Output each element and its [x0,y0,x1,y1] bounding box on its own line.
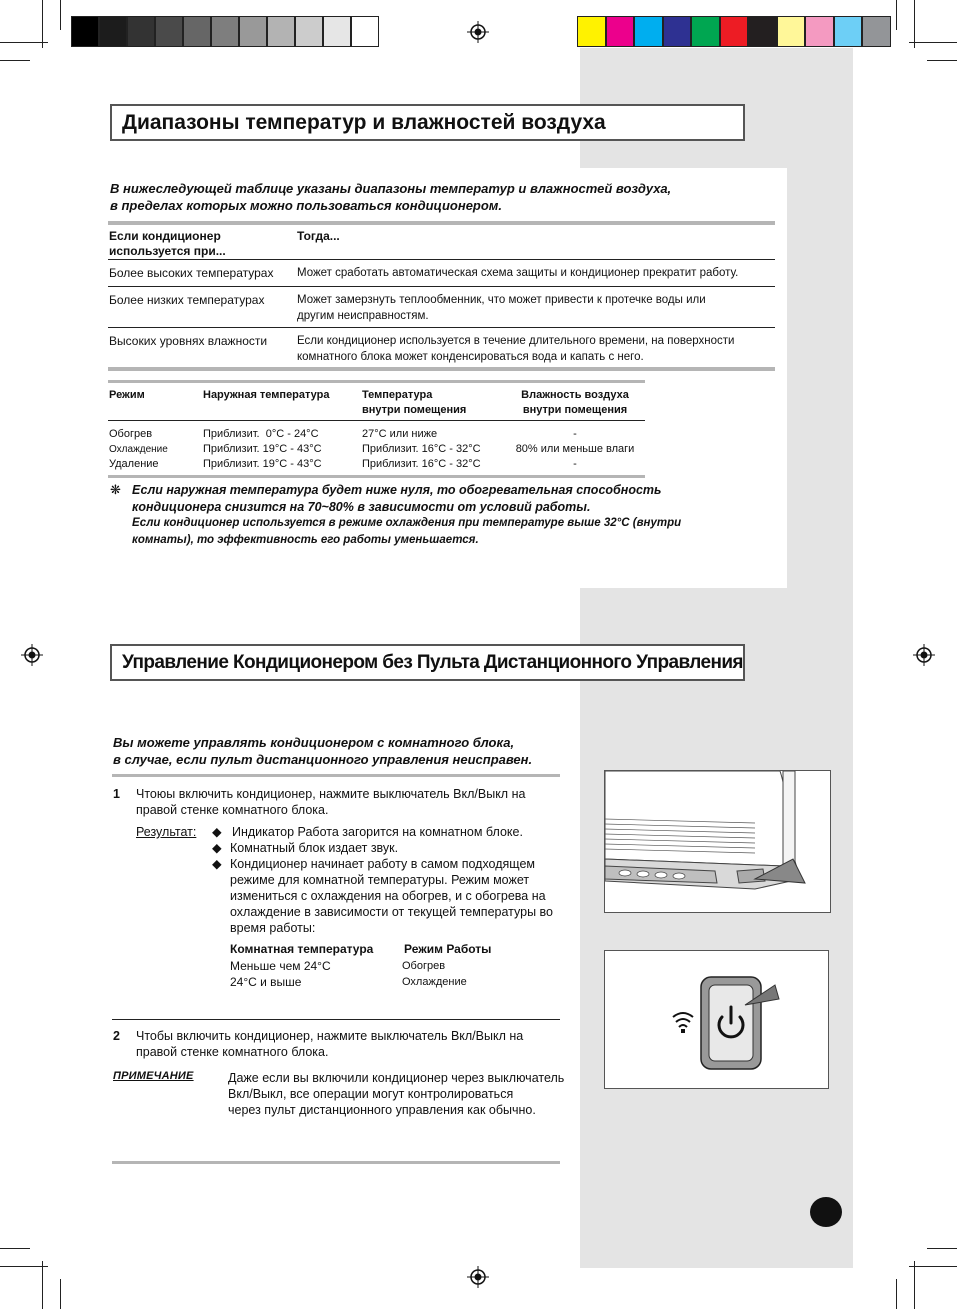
bullet-text [230,856,553,936]
crop-mark [896,1279,897,1309]
note-text [228,1070,568,1118]
registration-mark-icon [467,1266,489,1288]
table2-divider [108,420,645,421]
crop-mark [60,1279,61,1309]
power-button-drawing [605,951,827,1087]
step-number: 2 [113,1029,120,1043]
table2-cell-humidity: - [573,458,577,470]
table2-cell-outdoor: Приблизит. 0°C - 24°C [203,428,319,440]
table-cell-condition: Более высоких температурах [109,266,274,280]
diamond-bullet-icon: ◆ [212,857,222,871]
crop-mark [909,42,957,43]
table-cell-condition: Высоких уровнях влажности [109,334,268,348]
mini-table-header-temp: Комнатная температура [230,942,374,956]
table2-cell-humidity: - [573,428,577,440]
bullet-line: Кондиционер начинает работу в самом подходящем [230,857,535,871]
result-line: Если кондиционер используется в течение длительного времени, на поверхности [297,335,735,347]
section-rule [112,774,560,777]
power-button-illustration [604,950,829,1089]
table-bottom-rule [108,367,775,371]
page-number-marker [810,1197,842,1227]
grayscale-swatch [155,16,183,47]
mini-table-cell: 24°C и выше [230,975,302,989]
table-cell-condition: Более низких температурах [109,293,265,307]
color-swatch [577,16,606,47]
note-line: Если наружная температура будет ниже нуля, то обогревательная способность [132,483,662,497]
section-intro [110,180,770,214]
side-panel-upper [787,48,853,588]
color-swatch [777,16,806,47]
result-line: другим неисправностям. [297,310,429,322]
color-swatch [748,16,777,47]
color-swatch [805,16,834,47]
crop-mark [60,0,61,30]
bullet-list [212,824,562,936]
grayscale-swatch [267,16,295,47]
grayscale-swatch [351,16,379,47]
step-line: Чтобы включить кондиционер, нажмите выключатель Вкл/Выкл на [136,1029,524,1043]
crop-mark [42,1261,43,1309]
intro-line: в случае, если пульт дистанционного управления неисправен. [113,752,533,767]
bullet-text: Индикатор Работа загорится на комнатном блоке. [232,825,523,839]
note-label: ПРИМЕЧАНИЕ [113,1070,194,1082]
grayscale-swatch [295,16,323,47]
side-panel-lower [580,588,853,1268]
grayscale-swatch [99,16,127,47]
note-line: комнаты), то эффективность его работы уменьшается. [132,534,479,546]
section-intro [113,734,573,768]
step-text [136,786,566,818]
step-divider [112,1019,560,1020]
table2-cell-outdoor: Приблизит. 19°C - 43°C [203,443,322,455]
list-item [212,856,562,936]
result-label: Результат: [136,825,197,839]
mini-table-cell: Охлаждение [402,976,467,988]
crop-mark [0,1266,48,1267]
note-line: кондиционера снизится на 70~80% в зависимости от условий работы. [132,500,591,514]
table-cell-result: Может сработать автоматическая схема защиты и кондиционер прекратит работу. [297,267,739,279]
table-divider [108,327,775,328]
grayscale-swatch [127,16,155,47]
wifi-signal-icon [673,1013,693,1027]
note-text [132,515,752,549]
header-line: Температура [362,389,433,401]
step-line: правой стенке комнатного блока. [136,1045,329,1059]
header-line: используется при... [109,244,226,258]
color-swatch [634,16,663,47]
intro-line: в пределах которых можно пользоваться кондиционером. [110,198,503,213]
mini-table-cell: Обогрев [402,960,446,972]
note-symbol-icon: ❋ [110,482,121,497]
list-item [212,824,562,840]
table2-cell-mode: Обогрев [109,428,153,440]
bullet-line: время работы: [230,921,316,935]
step-number: 1 [113,787,120,801]
table2-cell-indoor: Приблизит. 16°C - 32°C [362,443,481,455]
table-divider [108,286,775,287]
registration-mark-icon [21,644,43,666]
intro-line: Вы можете управлять кондиционером с комнатного блока, [113,735,515,750]
table2-header-humidity [505,388,645,418]
section-title: Управление Кондиционером без Пульта Дистанционного Управления [110,644,745,681]
crop-mark [896,0,897,30]
step-text [136,1028,566,1060]
color-swatch [834,16,863,47]
table2-cell-indoor: 27°C или ниже [362,428,438,440]
indoor-unit-drawing [605,771,829,911]
table-header-result: Тогда... [297,229,340,243]
table2-header-indoor [362,388,466,418]
table2-cell-indoor: Приблизит. 16°C - 32°C [362,458,481,470]
section-title: Диапазоны температур и влажностей воздуха [110,104,745,141]
crop-mark [927,60,957,61]
table-header-condition [109,229,289,259]
diamond-bullet-icon: ◆ [212,825,222,839]
bullet-text: Комнатный блок издает звук. [230,841,399,855]
crop-mark [0,60,30,61]
grayscale-swatch [71,16,99,47]
grayscale-swatch [211,16,239,47]
registration-mark-icon [467,21,489,43]
section-bottom-rule [112,1161,560,1164]
bullet-line: режиме для комнатной температуры. Режим может [230,873,530,887]
crop-mark [914,1261,915,1309]
diamond-bullet-icon: ◆ [212,841,222,855]
table2-header-outdoor: Наружная температура [203,389,330,401]
crop-mark [0,42,48,43]
note-line: Если кондиционер используется в режиме охлаждения при температуре выше 32°С (внутри [132,517,682,529]
table2-cell-mode: Удаление [109,458,159,470]
color-swatch [720,16,749,47]
mini-table-cell: Меньше чем 24°C [230,959,331,973]
grayscale-swatch [323,16,351,47]
crop-mark [0,1248,30,1249]
step-line: Чтоюы включить кондиционер, нажмите выключатель Вкл/Выкл на [136,787,526,801]
table2-bottom-rule [108,475,645,478]
bullet-line: охлаждение в зависимости от текущей температуры во [230,905,553,919]
note-line: Даже если вы включили кондиционер через выключатель [228,1071,565,1085]
header-line: внутри помещения [362,404,467,416]
table2-cell-mode: Охлаждение [109,444,168,455]
table-divider [108,259,775,260]
crop-mark [42,0,43,48]
grayscale-swatch [183,16,211,47]
header-line: внутри помещения [522,404,628,416]
result-line: Может замерзнуть теплообменник, что может привести к протечке воды или [297,294,706,306]
mini-table-header-mode: Режим Работы [404,942,492,956]
table-top-rule [108,221,775,225]
note-text [132,482,732,516]
color-swatch [663,16,692,47]
color-swatch [691,16,720,47]
table-cell-result [297,333,734,365]
table2-header-mode: Режим [109,389,145,401]
note-line: через пульт дистанционного управления как обычно. [228,1103,536,1117]
crop-mark [914,0,915,48]
color-swatch [606,16,635,47]
result-line: комнатного блока может конденсироваться вода и капать с него. [297,351,644,363]
header-line: Влажность воздуха [521,389,629,401]
indoor-unit-illustration [604,770,831,913]
table2-top-rule [108,380,645,383]
crop-mark [927,1248,957,1249]
header-line: Если кондиционер [109,229,221,243]
list-item [212,840,562,856]
registration-mark-icon [913,644,935,666]
grayscale-swatch [239,16,267,47]
indicator-dot-icon [681,1029,685,1033]
color-swatch [862,16,891,47]
table2-cell-humidity: 80% или меньше влаги [515,443,635,455]
intro-line: В нижеследующей таблице указаны диапазоны температур и влажностей воздуха, [110,181,672,196]
table-cell-result [297,292,706,324]
note-line: Вкл/Выкл, все операции могут контролироваться [228,1087,514,1101]
bullet-line: измениться с охлаждения на обогрев, и с обогрева на [230,889,546,903]
step-line: правой стенке комнатного блока. [136,803,329,817]
table2-cell-outdoor: Приблизит. 19°C - 43°C [203,458,322,470]
crop-mark [909,1266,957,1267]
